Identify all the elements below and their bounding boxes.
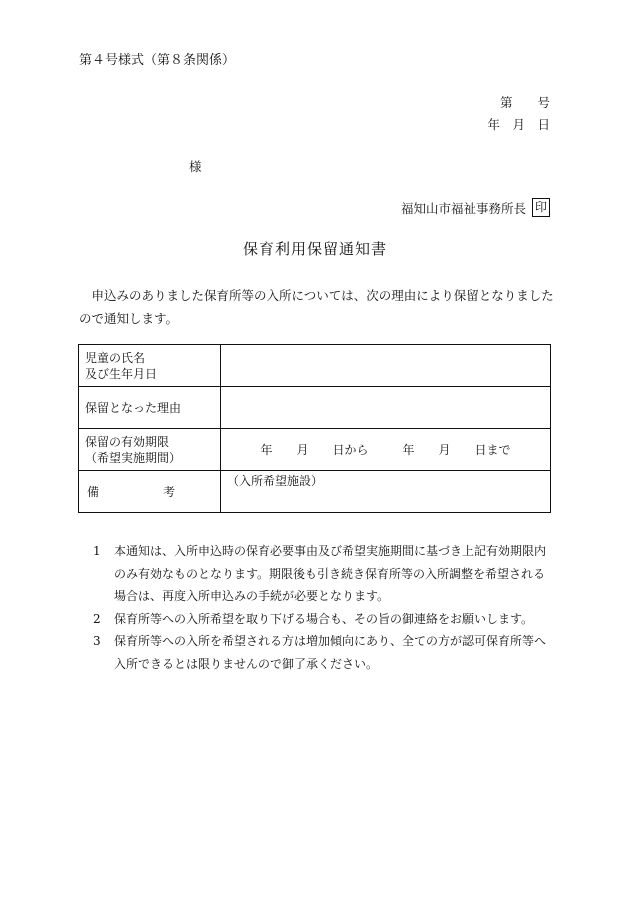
seal-mark: 印 [532, 198, 550, 217]
table-row [79, 345, 551, 387]
table-row [79, 429, 551, 471]
table-row [79, 471, 551, 513]
list-item: 3 保育所等への入所を希望される方は増加傾向にあり、全ての方が認可保育所等へ入所できるとは限りませんので御了承ください。 [93, 634, 547, 671]
intro-paragraph: 申込みのありました保育所等の入所については、次の理由により保留となりましたので通知します。 [79, 288, 554, 326]
remarks-label: 備 考 [79, 471, 221, 513]
reason-label: 保留となった理由 [79, 387, 221, 429]
sender [401, 198, 550, 217]
child-value [221, 345, 551, 387]
period-to: 年 月 日まで [402, 442, 511, 457]
list-item: 2 保育所等への入所希望を取り下げる場合も、その旨の御連絡をお願いします。 [93, 611, 534, 626]
remarks-value: （入所希望施設） [221, 471, 551, 513]
info-table [78, 344, 551, 513]
list-item: 1 本通知は、入所申込時の保育必要事由及び希望実施期間に基づき上記有効期限内のみ有効なものとなります。期限後も引き続き保育所等の入所調整を希望される場合は、再度入所申込みの手続が必要となります。 [93, 544, 547, 603]
notes-list [93, 540, 555, 675]
child-label: 児童の氏名 及び生年月日 [79, 345, 221, 387]
document-date: 年 月 日 [487, 117, 550, 132]
document-number: 第 号 [499, 95, 550, 110]
period-label: 保留の有効期限 （希望実施期間） [79, 429, 221, 471]
document-title: 保育利用保留通知書 [242, 240, 387, 258]
table-row [79, 387, 551, 429]
period-value [221, 429, 551, 471]
addressee: 様 [189, 159, 202, 174]
reason-value [221, 387, 551, 429]
form-number: 第４号様式（第８条関係） [79, 53, 236, 68]
period-from: 年 月 日から [260, 442, 369, 457]
sender-name: 福知山市福祉事務所長 [400, 200, 526, 216]
